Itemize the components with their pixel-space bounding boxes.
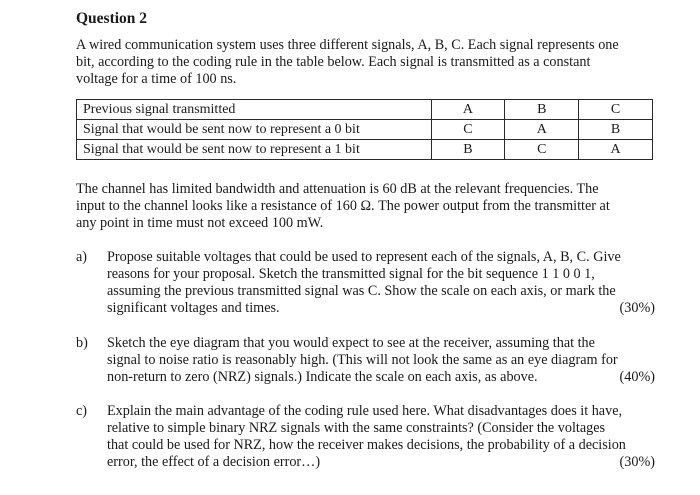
part-marker: b)	[76, 335, 88, 351]
part-line: significant voltages and times.	[107, 300, 280, 316]
part-text	[107, 249, 655, 317]
intro-paragraph	[76, 37, 656, 88]
part-line: relative to simple binary NRZ signals with the same constraints? (Consider the voltages	[107, 420, 606, 436]
part-marks: (30%)	[619, 300, 655, 316]
part-line: that could be used for NRZ, how the receiver makes decisions, the probability of a decision	[107, 437, 626, 453]
row-label: Signal that would be sent now to represent a 0 bit	[77, 120, 432, 140]
table-cell: C	[579, 100, 653, 120]
part-line: reasons for your proposal. Sketch the transmitted signal for the bit sequence 1 1 0 0 1,	[107, 266, 595, 282]
part-marker: c)	[76, 403, 88, 419]
table-cell: C	[431, 120, 505, 140]
table-cell: B	[579, 120, 653, 140]
table-cell: B	[431, 140, 505, 160]
channel-line: The channel has limited bandwidth and attenuation is 60 dB at the relevant frequencies. The	[76, 181, 599, 197]
part-text	[107, 335, 655, 386]
row-label: Previous signal transmitted	[77, 100, 432, 120]
intro-line: bit, according to the coding rule in the table below. Each signal is transmitted as a constant	[76, 54, 591, 70]
coding-rule-table	[76, 99, 653, 160]
part-marks: (30%)	[619, 454, 655, 470]
table-row	[77, 120, 653, 140]
part-marker: a)	[76, 249, 88, 265]
channel-paragraph	[76, 181, 656, 232]
part-line: signal to noise ratio is reasonably high. (This will not look the same as an eye diagram for	[107, 352, 618, 368]
row-label: Signal that would be sent now to represent a 1 bit	[77, 140, 432, 160]
table-cell: A	[505, 120, 579, 140]
table-row	[77, 100, 653, 120]
part-line: Sketch the eye diagram that you would expect to see at the receiver, assuming that the	[107, 335, 595, 351]
table-row	[77, 140, 653, 160]
question-title: Question 2	[76, 10, 148, 27]
channel-line: any point in time must not exceed 100 mW.	[76, 215, 324, 231]
table-cell: C	[505, 140, 579, 160]
part-text	[107, 403, 655, 471]
part-line: error, the effect of a decision error…)	[107, 454, 321, 470]
intro-line: voltage for a time of 100 ns.	[76, 71, 237, 87]
part-line: Propose suitable voltages that could be used to represent each of the signals, A, B, C. Give	[107, 249, 621, 265]
table-cell: A	[431, 100, 505, 120]
table-cell: B	[505, 100, 579, 120]
part-marks: (40%)	[619, 369, 655, 385]
intro-line: A wired communication system uses three different signals, A, B, C. Each signal represents one	[76, 37, 619, 53]
table-cell: A	[579, 140, 653, 160]
part-line: assuming the previous transmitted signal was C. Show the scale on each axis, or mark the	[107, 283, 616, 299]
channel-line: input to the channel looks like a resistance of 160 Ω. The power output from the transmitter at	[76, 198, 610, 214]
part-line: non-return to zero (NRZ) signals.) Indicate the scale on each axis, as above.	[107, 369, 538, 385]
part-line: Explain the main advantage of the coding rule used here. What disadvantages does it have,	[107, 403, 623, 419]
